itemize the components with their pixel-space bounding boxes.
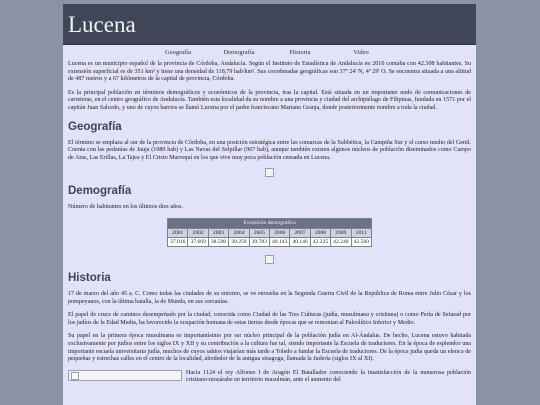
top-nav [63,49,476,61]
population-cell: 38.590 [208,237,228,246]
population-cell: 39.259 [229,237,249,246]
broken-image-icon [68,370,182,381]
historia-paragraph-3: Su papel en la primera época musulmana es importantísimo por ser núcleo principal de la población judía en Al-Ándalus. De hecho, Lucena estuvo habitada exclusivamente por judíos entre los siglos IX y XII y su contribución a la cultura fue tal, siendo importante la Escuela de traductores. En la época de esplendor una importante escuela universitaria judía, muchos de cuyos sabios viajarían más tarde a Toledo a fundar la Escuela de traductores. De la época judía queda un elenco de pequeñas y estrechas calles en el centro de la localidad, alrededor de la antigua sinagoga, llamada la Judería (siglos IX al XI). [68,333,471,363]
broken-image-icon [265,255,274,264]
geografia-paragraph: El término se emplaza al sur de la provincia de Córdoba, en una posición estratégica entre las comarcas de la Subbética, la Campiña Sur y el curso medio del Genil. Cuenta con las pedanías de Jauja (1080 hab) y Las Navas del Selpillar (967 hab), aunque también existen algunos núcleos de población diseminados como Campo de Aras, Las Erillas, La Tajea y El Cristo Marroquí en los que vive muy poca población censada en Lucena. [68,139,471,161]
population-cell: 42.225 [310,237,330,246]
section-heading-geografia: Geografía [68,120,122,133]
historia-paragraph-4: Hacia 1124 el rey Alfonso I de Aragón El Batallador conociendo la insatisfacción de la numerosa población cristiano-mozárabe en territorio musulmán, ante el aumento del [186,369,471,384]
nav-link-geografia[interactable]: Geografía [165,49,191,56]
population-table [167,218,372,247]
historia-paragraph-2: El papel de cruce de caminos desempeñado por la ciudad, conocida como Ciudad de las Tres Culturas (judía, musulmana y cristiana) o como Perla de Sefarad por los judíos de la Edad Media, ha favorecido la ocupación humana de estas tierras desde épocas que se remontan al Paleolítico Inferior y Medio. [68,312,471,326]
page-container [63,4,476,405]
intro-paragraph-2: Es la principal población en términos demográficos y económicos de la provincia, tras la capital. Está situada en un importante nudo de comunicaciones de carreteras, en el centro geográfico de Andalucía. También esta localidad da su nombre a una provincia y ciudad del archipiélago de Filipinas, fundada en 1571 por el capitán Juan Salcedo, y uno de cuyos barrios se llamó Lucena por el padre franciscano Mariano Granja, donde posteriormente nombre a toda la ciudad. [68,89,471,111]
year-header: 2008 [310,228,330,237]
year-header: 2003 [208,228,228,237]
nav-link-historia[interactable]: Historia [289,49,311,56]
year-header: 2004 [229,228,249,237]
population-cell: 39.783 [249,237,269,246]
year-header: 2006 [270,228,290,237]
population-cell: 40.143 [270,237,290,246]
section-heading-historia: Historia [68,271,111,284]
table-caption: Evolución demográfica [168,218,372,228]
historia-figure-row [68,370,471,391]
main-content [63,61,476,391]
population-cell: 42.248 [331,237,351,246]
year-header: 2011 [351,228,371,237]
page-title: Lucena [68,12,136,37]
section-heading-demografia: Demografía [68,185,132,198]
year-header: 2005 [249,228,269,237]
year-header: 2001 [168,228,188,237]
broken-image-icon [265,168,274,177]
population-cell: 42.560 [351,237,371,246]
year-header: 2007 [290,228,310,237]
population-cell: 40.146 [290,237,310,246]
population-cell: 37.669 [188,237,208,246]
demografia-paragraph: Número de habitantes en los últimos diez años. [68,204,184,211]
year-header: 2002 [188,228,208,237]
population-cell: 37.016 [168,237,188,246]
historia-paragraph-1: 17 de marzo del año 45 a. C. Como todas las ciudades de su entorno, se ve envuelta en la Segunda Guerra Civil de la República de Roma entre Julio César y los pompeyanos, con la última batalla, la de Munda, en sus cercanías. [68,290,471,305]
intro-paragraph-1: Lucena es un municipio español de la provincia de Córdoba, Andalucía. Según el Instituto de Estadística de Andalucía en 2010 contaba con 42.308 habitantes. Su extensión superficial es de 351 km² y tiene una densidad de 118,79 hab/km². Sus coordenadas geográficas son 37º 24' N, 4º 29' O. Se encuentra situada a una altitud de 487 metros y a 67 kilómetros de la capital de provincia, Córdoba. [68,61,471,83]
header-banner [63,4,476,45]
table-row [168,237,372,246]
nav-link-demografia[interactable]: Demografía [223,49,255,56]
table-header-row [168,228,372,237]
year-header: 2009 [331,228,351,237]
nav-link-video[interactable]: Video [353,49,369,56]
